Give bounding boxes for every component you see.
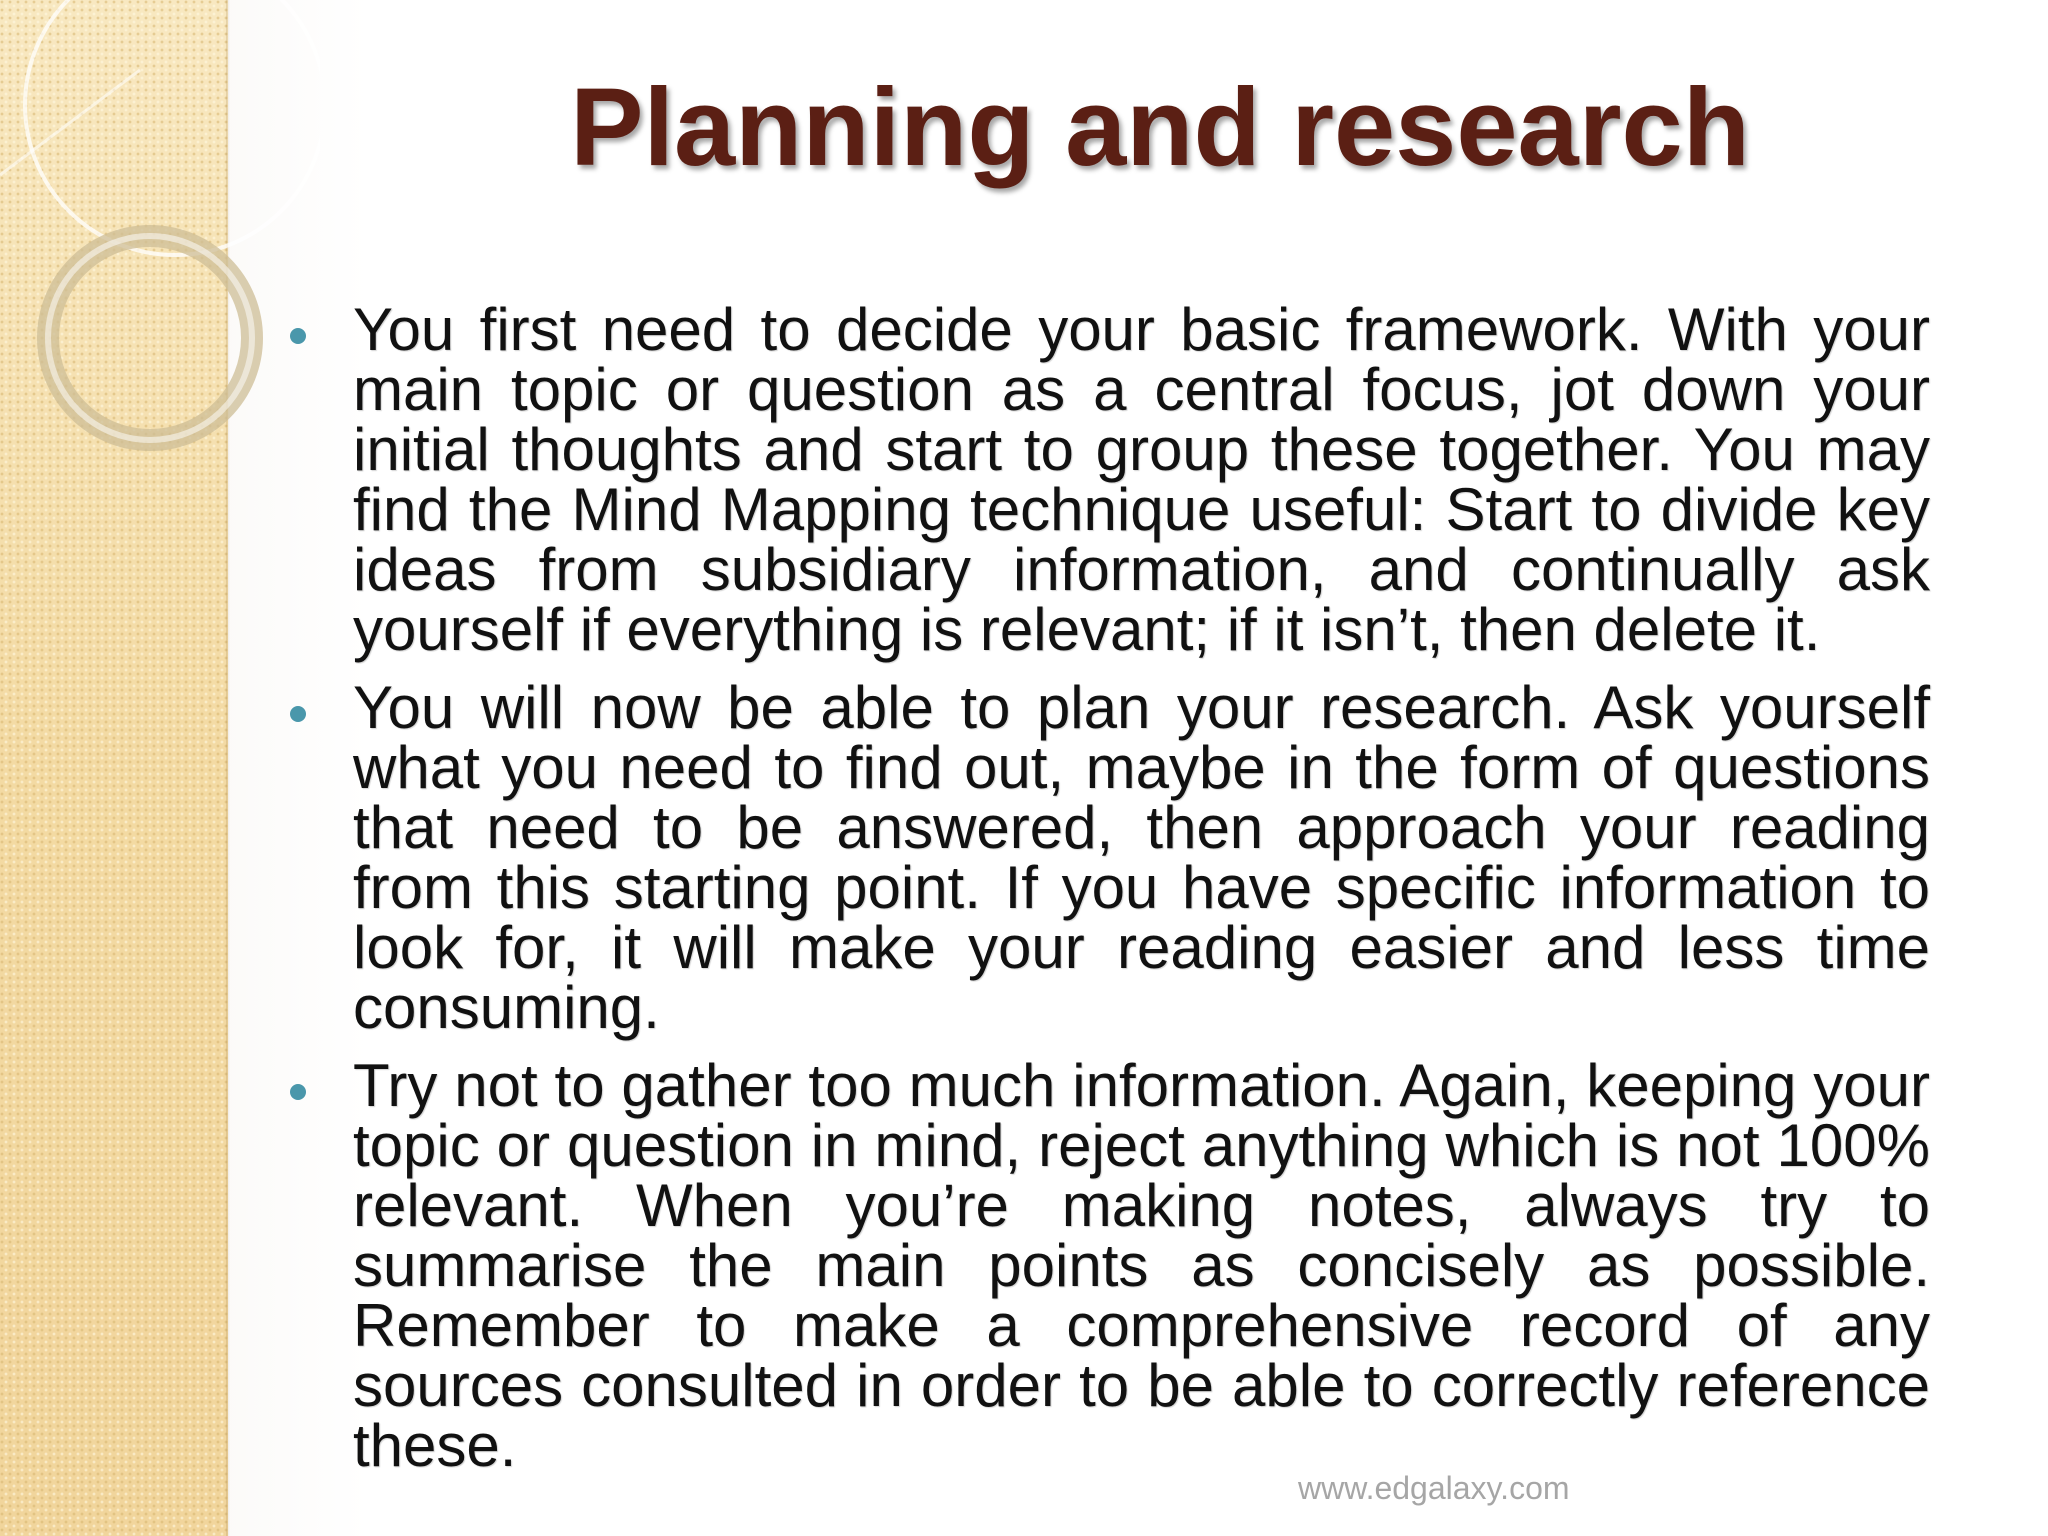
bullet-dot-icon xyxy=(290,328,306,344)
slide-title: Planning and research xyxy=(570,66,1750,189)
bullet-dot-icon xyxy=(290,706,306,722)
watermark-url: www.edgalaxy.com xyxy=(1298,1470,1570,1506)
bullet-text: You will now be able to plan your research. Ask yourself what you need to find out, maybe in the form of questions that need to be answered, then approach your reading from this starting point. If you have specific information to look for, it will make your reading easier and less time consuming. xyxy=(353,674,1930,1041)
bullet-item-research xyxy=(290,674,1930,1041)
bullet-text: You first need to decide your basic framework. With your main topic or question as a central focus, jot down your initial thoughts and start to group these together. You may find the Mind Mapping technique useful: Start to divide key ideas from subsidiary information, and continually ask yourself if everything is relevant; if it isn’t, then delete it. xyxy=(353,296,1930,663)
bullet-item-information xyxy=(290,1052,1930,1479)
decorative-rings-icon xyxy=(0,0,320,520)
bullet-list xyxy=(290,296,1930,1494)
bullet-dot-icon xyxy=(290,1084,306,1100)
bullet-text: Try not to gather too much information. Again, keeping your topic or question in mind, reject anything which is not 100% relevant. When you’re making notes, always try to summarise the main points as concisely as possible. Remember to make a comprehensive record of any sources consulted in order to be able to correctly reference these. xyxy=(353,1052,1930,1479)
bullet-item-framework xyxy=(290,296,1930,663)
